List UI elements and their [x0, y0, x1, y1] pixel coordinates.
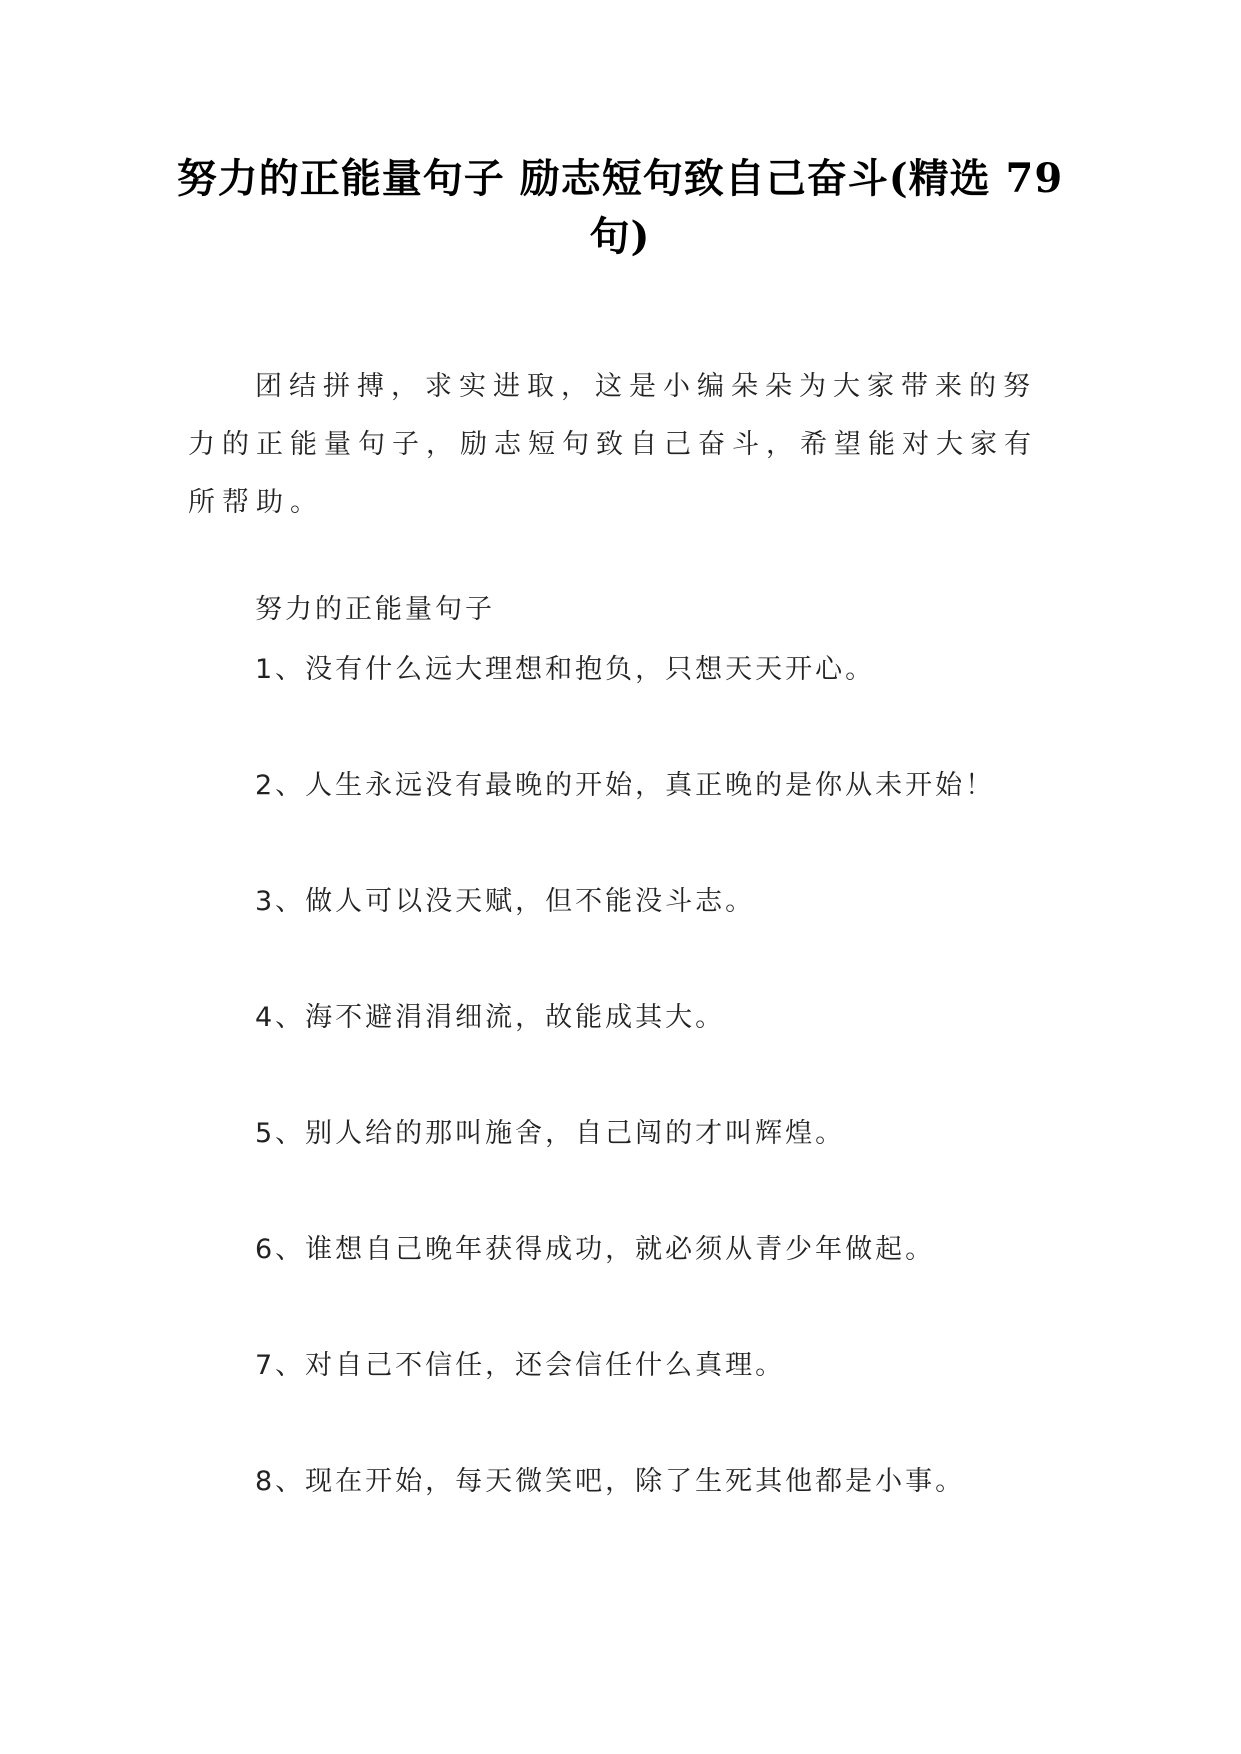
quote-item: 7、对自己不信任，还会信任什么真理。 [255, 1350, 786, 1381]
section-heading: 努力的正能量句子 [255, 594, 495, 625]
quote-item: 6、谁想自己晚年获得成功，就必须从青少年做起。 [255, 1234, 936, 1265]
intro-paragraph: 团结拼搏，求实进取，这是小编朵朵为大家带来的努力的正能量句子，励志短句致自己奋斗，希望能对大家有所帮助。 [188, 371, 1038, 518]
quote-item: 2、人生永远没有最晚的开始，真正晚的是你从未开始！ [255, 770, 996, 801]
quote-item: 5、别人给的那叫施舍，自己闯的才叫辉煌。 [255, 1118, 846, 1149]
quote-item: 1、没有什么远大理想和抱负，只想天天开心。 [255, 654, 876, 685]
quote-list [255, 650, 1115, 1578]
document-title: 努力的正能量句子 励志短句致自己奋斗(精选 79 句) [176, 155, 1064, 260]
quote-item: 8、现在开始，每天微笑吧，除了生死其他都是小事。 [255, 1466, 966, 1497]
quote-item: 3、做人可以没天赋，但不能没斗志。 [255, 886, 756, 917]
quote-item: 4、海不避涓涓细流，故能成其大。 [255, 1002, 726, 1033]
